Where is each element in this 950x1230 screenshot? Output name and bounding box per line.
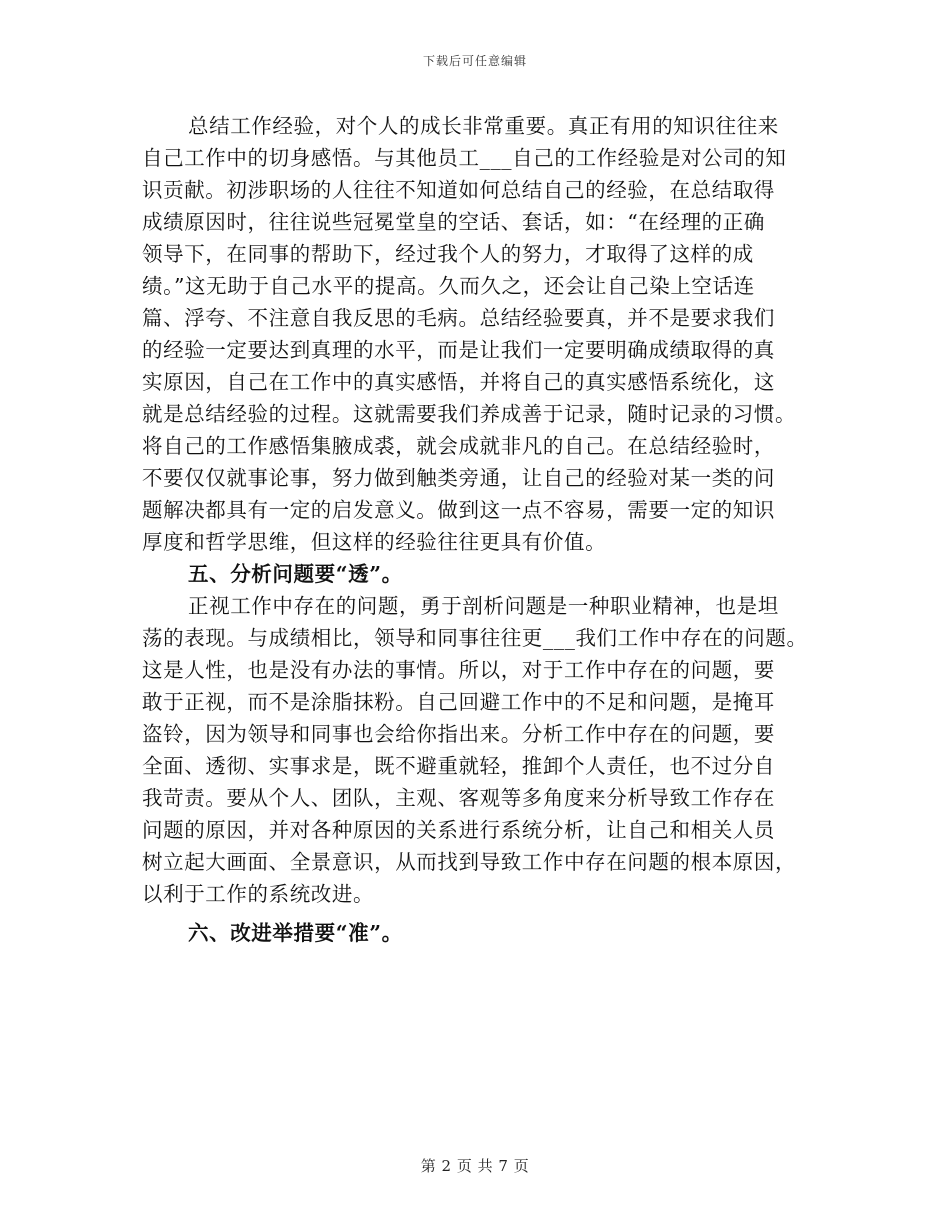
page-header-note: 下载后可任意编辑 <box>422 54 527 68</box>
text-line: 我苛责。要从个人、团队，主观、客观等多角度来分析导致工作存在 <box>142 786 775 810</box>
text-line: 全面、透彻、实事求是，既不避重就轻，推卸个人责任，也不过分自 <box>142 754 775 778</box>
text-line: 问题的原因，并对各种原因的关系进行系统分析，让自己和相关人员 <box>142 818 775 842</box>
paragraph-analyze-problems <box>142 590 822 910</box>
paragraph-summarize-experience <box>142 110 822 558</box>
text-line: 树立起大画面、全景意识，从而找到导致工作中存在问题的根本原因， <box>142 850 797 874</box>
text-line: 这是人性，也是没有办法的事情。所以，对于工作中存在的问题，要 <box>142 658 775 682</box>
text-line: 荡的表现。与成绩相比，领导和同事往往更___我们工作中存在的问题。 <box>142 626 808 650</box>
text-line: 题解决都具有一定的启发意义。做到这一点不容易，需要一定的知识 <box>142 498 775 522</box>
text-line: 识贡献。初涉职场的人往往不知道如何总结自己的经验，在总结取得 <box>142 178 775 202</box>
text-line: 自己工作中的切身感悟。与其他员工___自己的工作经验是对公司的知 <box>142 146 787 170</box>
text-line: 正视工作中存在的问题，勇于剖析问题是一种职业精神，也是坦 <box>188 594 779 618</box>
section-heading-6: 六、改进举措要“准”。 <box>188 921 403 945</box>
text-line: 成绩原因时，往往说些冠冕堂皇的空话、套话，如：“在经理的正确 <box>142 210 765 234</box>
text-line: 将自己的工作感悟集腋成裘，就会成就非凡的自己。在总结经验时， <box>142 434 775 458</box>
text-line: 总结工作经验，对个人的成长非常重要。真正有用的知识往往来 <box>188 114 779 138</box>
text-line: 绩。”这无助于自己水平的提高。久而久之，还会让自己染上空话连 <box>142 274 755 298</box>
text-line: 以利于工作的系统改进。 <box>142 882 375 906</box>
text-line: 敢于正视，而不是涂脂抹粉。自己回避工作中的不足和问题，是掩耳 <box>142 690 775 714</box>
text-line: 的经验一定要达到真理的水平，而是让我们一定要明确成绩取得的真 <box>142 338 775 362</box>
page-number: 第 2 页 共 7 页 <box>420 1157 530 1175</box>
text-line: 领导下，在同事的帮助下，经过我个人的努力，才取得了这样的成 <box>142 242 754 266</box>
section-heading-5: 五、分析问题要“透”。 <box>188 562 403 586</box>
text-line: 不要仅仅就事论事，努力做到触类旁通，让自己的经验对某一类的问 <box>142 466 775 490</box>
document-body <box>142 110 822 949</box>
text-line: 盗铃，因为领导和同事也会给你指出来。分析工作中存在的问题，要 <box>142 722 775 746</box>
text-line: 实原因，自己在工作中的真实感悟，并将自己的真实感悟系统化，这 <box>142 370 775 394</box>
text-line: 篇、浮夸、不注意自我反思的毛病。总结经验要真，并不是要求我们 <box>142 306 775 330</box>
text-line: 厚度和哲学思维，但这样的经验往往更具有价值。 <box>142 530 607 554</box>
text-line: 就是总结经验的过程。这就需要我们养成善于记录，随时记录的习惯。 <box>142 402 797 426</box>
